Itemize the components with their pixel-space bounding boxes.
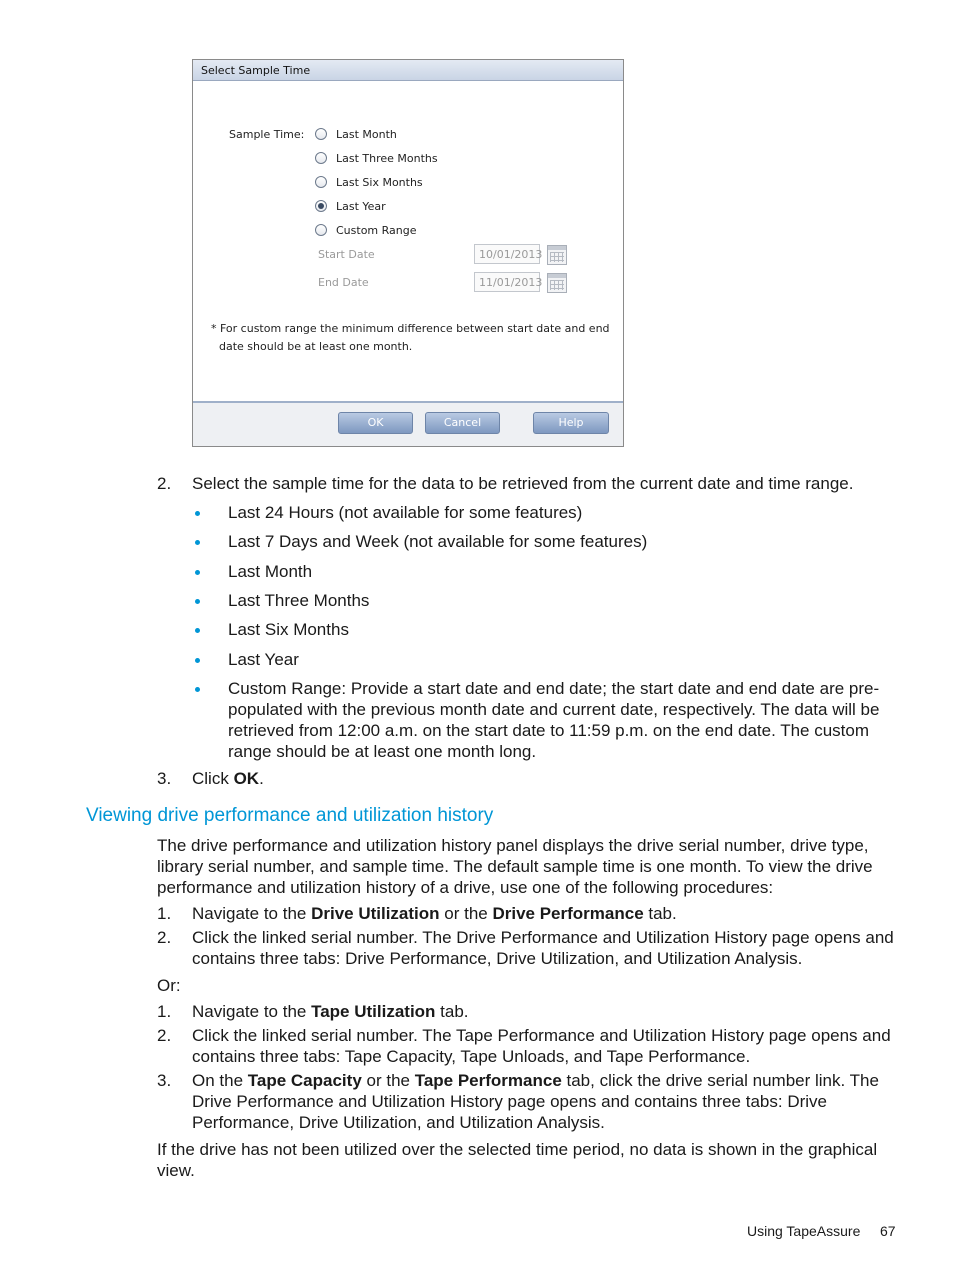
bullet-icon xyxy=(195,599,200,604)
bullet-text: Last Year xyxy=(228,650,299,669)
step-text: Click OK. xyxy=(192,769,264,788)
end-date-input[interactable]: 11/01/2013 xyxy=(474,272,540,292)
dialog-titlebar xyxy=(193,60,623,81)
select-sample-time-dialog xyxy=(192,59,624,447)
step-3 xyxy=(157,768,897,789)
bullet-text: Last 7 Days and Week (not available for some features) xyxy=(228,532,648,551)
bullet-text: Last Month xyxy=(228,562,313,581)
footer-page-number: 67 xyxy=(880,1223,896,1239)
radio-circle-icon[interactable] xyxy=(315,224,327,236)
step-number: 1. xyxy=(157,904,172,923)
note-line-2: date should be at least one month. xyxy=(219,340,413,353)
bullet-item xyxy=(192,590,897,611)
intro-paragraph: The drive performance and utilization history panel displays the drive serial number, drive type, library serial number, and sample time. The default sample time is one month. To view the drive performance and utilization history of a drive, use one of the following procedures: xyxy=(157,836,873,897)
bullet-icon xyxy=(195,570,200,575)
bullet-item xyxy=(192,619,897,640)
bullet-item xyxy=(192,678,897,762)
calendar-icon[interactable] xyxy=(547,273,567,293)
bullet-item xyxy=(192,531,897,552)
dialog-title: Select Sample Time xyxy=(201,64,311,77)
step-text: Click the linked serial number. The Tape Performance and Utilization History page opens and contains three tabs: Tape Capacity, Tape Unloads, and Tape Performance. xyxy=(192,1026,891,1066)
bullet-icon xyxy=(195,628,200,633)
custom-range-note xyxy=(211,320,611,356)
step-text: Click the linked serial number. The Drive Performance and Utilization History page opens and contains three tabs: Drive Performance, Drive Utilization, and Utilization Analysis. xyxy=(192,928,894,968)
bullet-text: Last Three Months xyxy=(228,591,370,610)
or-label: Or: xyxy=(157,976,181,995)
proc2-step-2 xyxy=(157,1025,897,1067)
radio-selected-icon[interactable] xyxy=(315,200,327,212)
radio-label: Last Three Months xyxy=(336,151,438,165)
closing-paragraph: If the drive has not been utilized over the selected time period, no data is shown in the graphical view. xyxy=(157,1140,878,1180)
step-text: Navigate to the Drive Utilization or the Drive Performance tab. xyxy=(192,904,677,923)
step-text: Navigate to the Tape Utilization tab. xyxy=(192,1002,469,1021)
sample-time-label: Sample Time: xyxy=(229,128,305,141)
radio-label: Last Six Months xyxy=(336,175,423,189)
step-number: 1. xyxy=(157,1002,172,1021)
ok-button[interactable]: OK xyxy=(338,412,413,434)
section-heading: Viewing drive performance and utilization history xyxy=(86,805,494,826)
radio-last-six-months[interactable] xyxy=(315,174,423,190)
start-date-label: Start Date xyxy=(318,248,375,261)
bullet-text: Last 24 Hours (not available for some features) xyxy=(228,503,583,522)
radio-label: Last Month xyxy=(336,127,397,141)
ok-emphasis: OK xyxy=(233,769,260,788)
step-text: On the Tape Capacity or the Tape Performance tab, click the drive serial number link. The Drive Performance and Utilization History page opens and contains three tabs: Drive Performance, Drive Utilization, and Utilization Analysis. xyxy=(192,1071,879,1132)
proc2-step-3 xyxy=(157,1070,897,1133)
radio-label: Last Year xyxy=(336,199,386,213)
radio-last-year[interactable] xyxy=(315,198,386,214)
bullet-icon xyxy=(195,687,200,692)
radio-label: Custom Range xyxy=(336,223,417,237)
step-number: 2. xyxy=(157,1026,172,1045)
bullet-icon xyxy=(195,540,200,545)
calendar-icon[interactable] xyxy=(547,245,567,265)
radio-last-month[interactable] xyxy=(315,126,397,142)
bullet-item xyxy=(192,502,897,523)
radio-circle-icon[interactable] xyxy=(315,152,327,164)
bullet-icon xyxy=(195,511,200,516)
step-number: 2. xyxy=(157,928,172,947)
radio-circle-icon[interactable] xyxy=(315,128,327,140)
proc1-step-2 xyxy=(157,927,897,969)
footer-chapter-label: Using TapeAssure xyxy=(747,1223,861,1239)
note-line-1: * For custom range the minimum difference between start date and end xyxy=(211,322,610,335)
help-button[interactable]: Help xyxy=(533,412,609,434)
step-number: 3. xyxy=(157,1071,172,1090)
step-text: Select the sample time for the data to be retrieved from the current date and time range. xyxy=(192,474,854,493)
step-2 xyxy=(157,473,897,494)
bullet-text: Last Six Months xyxy=(228,620,349,639)
radio-last-three-months[interactable] xyxy=(315,150,438,166)
proc2-step-1 xyxy=(157,1001,897,1022)
step-number: 2. xyxy=(157,474,172,493)
bullet-text: Custom Range: Provide a start date and end date; the start date and end date are pre-populated with the previous month date and current date, respectively. The data will be retrieved from 12:00 a.m. on the start date to 11:59 p.m. on the end date. The custom range should be at least one month long. xyxy=(228,679,880,761)
bullet-icon xyxy=(195,658,200,663)
end-date-label: End Date xyxy=(318,276,369,289)
radio-custom-range[interactable] xyxy=(315,222,417,238)
bullet-item xyxy=(192,649,897,670)
proc1-step-1 xyxy=(157,903,897,924)
radio-circle-icon[interactable] xyxy=(315,176,327,188)
cancel-button[interactable]: Cancel xyxy=(425,412,500,434)
step-number: 3. xyxy=(157,769,172,788)
start-date-input[interactable]: 10/01/2013 xyxy=(474,244,540,264)
bullet-item xyxy=(192,561,897,582)
